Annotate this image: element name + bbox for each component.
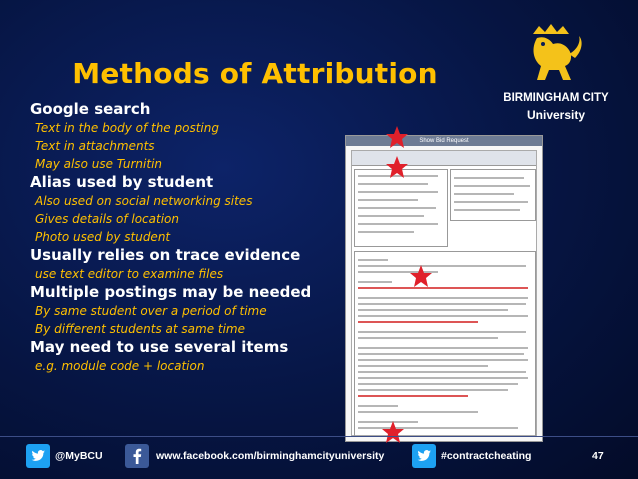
facebook-icon[interactable] bbox=[125, 444, 149, 468]
screenshot-document bbox=[351, 150, 537, 436]
logo-subtitle: University bbox=[526, 108, 586, 122]
bullet-item: Text in the body of the posting bbox=[35, 121, 219, 135]
bullet-heading: Google search bbox=[30, 100, 151, 118]
bullet-list bbox=[30, 100, 350, 375]
bullet-item: Gives details of location bbox=[35, 212, 179, 226]
bullet-heading: May need to use several items bbox=[30, 338, 289, 356]
lion-crest-icon bbox=[519, 20, 591, 88]
bullet-item: Also used on social networking sites bbox=[35, 194, 253, 208]
twitter-icon[interactable] bbox=[412, 444, 436, 468]
bullet-item: use text editor to examine files bbox=[35, 267, 224, 281]
bid-request-screenshot bbox=[345, 135, 543, 442]
bullet-heading: Usually relies on trace evidence bbox=[30, 246, 301, 264]
bullet-item: Photo used by student bbox=[35, 230, 171, 244]
screenshot-text-area bbox=[354, 251, 536, 437]
twitter-handle[interactable]: @MyBCU bbox=[55, 450, 103, 462]
bullet-item: By different students at same time bbox=[35, 322, 245, 336]
bullet-item: e.g. module code + location bbox=[35, 359, 205, 373]
bullet-item: Text in attachments bbox=[35, 139, 155, 153]
screenshot-header bbox=[352, 151, 536, 166]
screenshot-title-bar: Show Bid Request bbox=[346, 136, 542, 146]
star-marker-icon bbox=[386, 156, 408, 178]
bullet-heading: Alias used by student bbox=[30, 173, 214, 191]
logo-name: BIRMINGHAM CITY bbox=[503, 92, 609, 104]
bullet-item: May also use Turnitin bbox=[35, 157, 163, 171]
slide-title: Methods of Attribution bbox=[72, 57, 438, 90]
bullet-heading: Multiple postings may be needed bbox=[30, 283, 312, 301]
page-number: 47 bbox=[592, 450, 604, 462]
facebook-link[interactable]: www.facebook.com/birminghamcityuniversity bbox=[156, 450, 385, 462]
twitter-icon[interactable] bbox=[26, 444, 50, 468]
hashtag[interactable]: #contractcheating bbox=[441, 450, 532, 462]
bullet-item: By same student over a period of time bbox=[35, 304, 267, 318]
star-marker-icon bbox=[386, 126, 408, 148]
star-marker-icon bbox=[410, 265, 432, 287]
university-logo bbox=[497, 20, 615, 132]
